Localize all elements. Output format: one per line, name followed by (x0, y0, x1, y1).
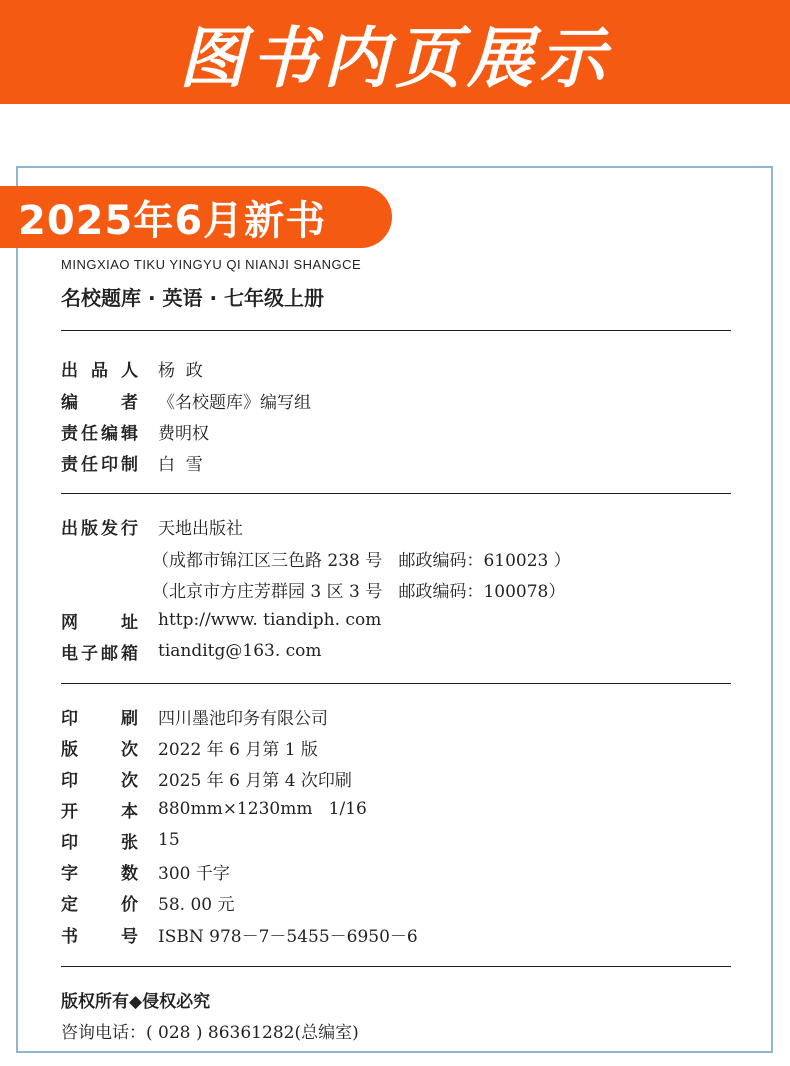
credit-value: 费明权 (158, 423, 209, 444)
spec-row-format (61, 797, 367, 821)
spec-value: ISBN 978－7－5455－6950－6 (158, 926, 418, 947)
spec-value: 四川墨池印务有限公司 (158, 708, 328, 729)
credit-row-responsible-editor (61, 419, 209, 443)
spec-label: 版 次 (61, 739, 138, 760)
new-book-badge (0, 186, 392, 248)
website-row (61, 608, 381, 632)
credit-row-printing-supervisor (61, 450, 203, 474)
credit-label: 编 者 (61, 392, 138, 413)
credit-value: 杨 政 (158, 360, 203, 381)
spec-label: 印 次 (61, 770, 138, 791)
publisher-address-beijing: （北京市方庄芳群园 3 区 3 号 邮政编码：100078） (152, 581, 566, 602)
divider-3 (61, 683, 731, 684)
rights-notice: 版权所有◆侵权必究 (61, 992, 211, 1012)
website-label: 网 址 (61, 612, 138, 633)
credit-label: 责 任 印 制 (61, 454, 138, 475)
top-banner (0, 0, 790, 104)
spec-row-isbn (61, 922, 418, 946)
email-link[interactable]: tianditg@163. com (158, 641, 322, 661)
divider-4 (61, 966, 731, 967)
badge-text: 2025年6月新书 (18, 197, 327, 244)
spec-label: 开 本 (61, 801, 138, 822)
spec-value: 15 (158, 830, 180, 850)
consult-phone: 咨询电话：( 028 ) 86361282(总编室) (61, 1023, 359, 1043)
publisher-name: 天地出版社 (158, 518, 243, 539)
spec-row-printing (61, 766, 352, 790)
spec-label: 定 价 (61, 894, 138, 915)
spec-value: 300 千字 (158, 863, 230, 884)
spec-label: 书 号 (61, 926, 138, 947)
banner-title: 图书内页展示 (179, 19, 611, 97)
publisher-address-chengdu: （成都市锦江区三色路 238 号 邮政编码：610023 ） (152, 550, 571, 571)
credit-value: 白 雪 (158, 454, 203, 475)
book-pinyin: MINGXIAO TIKU YINGYU QI NIANJI SHANGCE (61, 257, 362, 272)
credit-row-editor (61, 388, 311, 412)
divider-2 (61, 493, 731, 494)
spec-row-printer (61, 704, 328, 728)
spec-label: 字 数 (61, 863, 138, 884)
book-title: 名校题库 · 英语 · 七年级上册 (61, 286, 325, 310)
divider-1 (61, 330, 731, 331)
publisher-row (61, 514, 243, 538)
spec-value: 880mm×1230mm 1/16 (158, 799, 367, 819)
spec-row-price (61, 890, 234, 914)
spec-value: 58. 00 元 (158, 894, 235, 915)
credit-value: 《名校题库》编写组 (158, 392, 311, 413)
email-row (61, 639, 322, 663)
spec-value: 2025 年 6 月第 4 次印刷 (158, 770, 352, 791)
email-label: 电 子 邮 箱 (61, 643, 138, 664)
spec-label: 印 刷 (61, 708, 138, 729)
credit-row-producer (61, 356, 203, 380)
spec-label: 印 张 (61, 832, 138, 853)
website-link[interactable]: http://www. tiandiph. com (158, 610, 382, 630)
publisher-label: 出 版 发 行 (61, 518, 138, 539)
credit-label: 出 品 人 (61, 360, 138, 381)
spec-value: 2022 年 6 月第 1 版 (158, 739, 318, 760)
spec-row-word-count (61, 859, 230, 883)
spec-row-edition (61, 735, 318, 759)
spec-row-sheets (61, 828, 180, 852)
credit-label: 责 任 编 辑 (61, 423, 138, 444)
